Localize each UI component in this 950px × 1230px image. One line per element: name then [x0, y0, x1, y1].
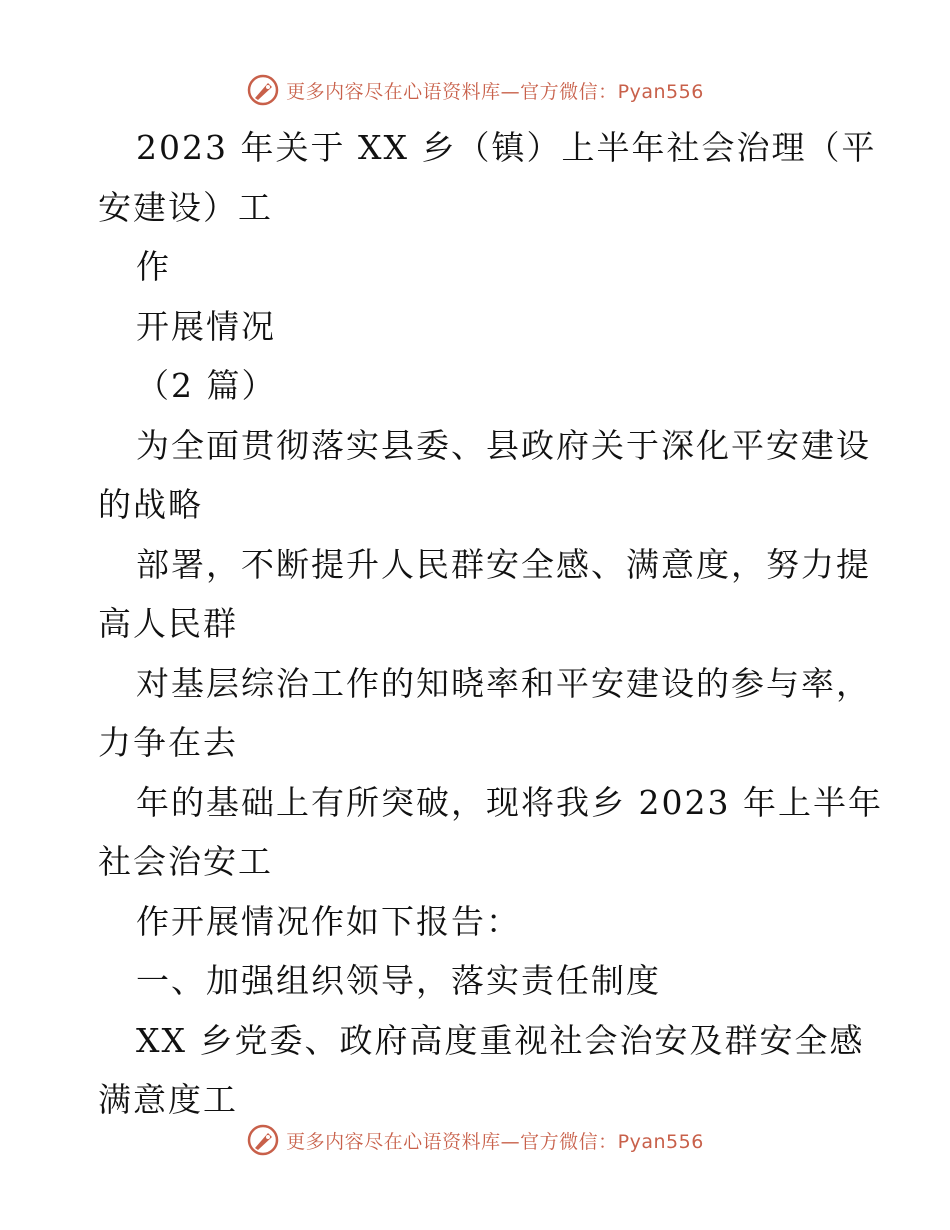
text-line: 安建设）工	[98, 187, 273, 227]
text-line: 社会治安工	[98, 842, 273, 881]
text-line: XX 乡党委、政府高度重视社会治安及群安全感	[136, 1020, 865, 1060]
text-line: 2023 年关于 XX 乡（镇）上半年社会治理（平	[136, 128, 877, 167]
text-line: 的战略	[98, 485, 203, 524]
text-line: 满意度工	[98, 1080, 238, 1119]
pen-nib-logo-icon	[246, 1123, 280, 1157]
document-body	[98, 118, 883, 1130]
text-line: 作开展情况作如下报告：	[136, 901, 521, 941]
pen-nib-logo-icon	[246, 73, 280, 107]
text-line: 开展情况	[136, 306, 276, 346]
text-line: 对基层综治工作的知晓率和平安建设的参与率，	[136, 663, 871, 703]
text-line: 一、加强组织领导，落实责任制度	[136, 961, 661, 1000]
watermark-text: 更多内容尽在心语资料库—官方微信：Pyan556	[286, 80, 704, 103]
text-line: 为全面贯彻落实县委、县政府关于深化平安建设	[136, 425, 871, 465]
footer-watermark-banner	[0, 1120, 950, 1160]
text-line: 作	[136, 247, 171, 286]
watermark-text: 更多内容尽在心语资料库—官方微信：Pyan556	[286, 1130, 704, 1153]
text-line: 年的基础上有所突破，现将我乡 2023 年上半年	[136, 782, 883, 822]
header-watermark-banner	[0, 70, 950, 110]
text-line: 部署，不断提升人民群安全感、满意度，努力提	[136, 544, 871, 584]
text-line: （2 篇）	[136, 366, 277, 405]
text-line: 力争在去	[98, 723, 238, 762]
text-line: 高人民群	[98, 604, 238, 643]
